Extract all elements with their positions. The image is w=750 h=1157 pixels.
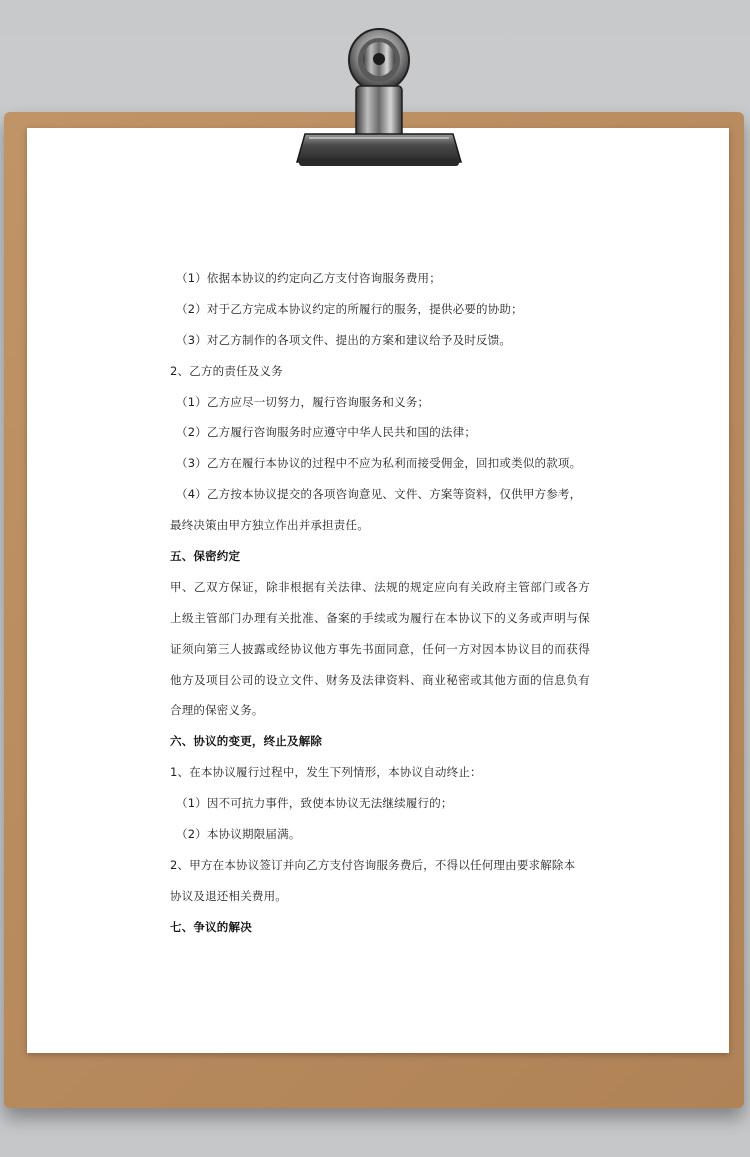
text-line: 1、在本协议履行过程中，发生下列情形，本协议自动终止：: [170, 765, 482, 780]
text-line: （4）乙方按本协议提交的各项咨询意见、文件、方案等资料，仅供甲方参考，: [176, 487, 582, 502]
text-line: （1）乙方应尽一切努力，履行咨询服务和义务；: [176, 394, 430, 409]
section-heading: 五、保密约定: [170, 549, 241, 564]
text-line: （2）对于乙方完成本协议约定的所履行的服务，提供必要的协助；: [176, 301, 523, 316]
document-body: [170, 263, 590, 943]
text-line: （1）依据本协议的约定向乙方支付咨询服务费用；: [176, 271, 441, 285]
section-heading: 七、争议的解决: [170, 919, 252, 934]
text-line: 甲、乙双方保证，除非根据有关法律、法规的规定应向有关政府主管部门或各方: [170, 579, 590, 594]
text-line: 上级主管部门办理有关批准、备案的手续或为履行在本协议下的义务或声明与保: [170, 610, 590, 625]
text-line: 他方及项目公司的设立文件、财务及法律资料、商业秘密或其他方面的信息负有: [170, 672, 590, 687]
text-line: 2、乙方的责任及义务: [170, 363, 283, 378]
text-line: （3）对乙方制作的各项文件、提出的方案和建议给予及时反馈。: [176, 332, 512, 347]
text-line: 协议及退还相关费用。: [170, 888, 287, 903]
text-line: （3）乙方在履行本协议的过程中不应为私利而接受佣金，回扣或类似的款项。: [176, 456, 582, 471]
binder-clip-icon: [295, 22, 463, 172]
text-line: 证须向第三人披露或经协议他方事先书面同意，任何一方对因本协议目的而获得: [170, 641, 590, 656]
text-line: 2、甲方在本协议签订并向乙方支付咨询服务费后，不得以任何理由要求解除本: [170, 857, 576, 872]
section-heading: 六、协议的变更，终止及解除: [170, 734, 323, 749]
text-line: 合理的保密义务。: [170, 703, 264, 718]
text-line: （1）因不可抗力事件，致使本协议无法继续履行的；: [176, 796, 453, 811]
text-line: 最终决策由甲方独立作出并承担责任。: [170, 518, 369, 533]
text-line: （2）乙方履行咨询服务时应遵守中华人民共和国的法律；: [176, 425, 477, 440]
text-line: （2）本协议期限届满。: [176, 827, 301, 842]
